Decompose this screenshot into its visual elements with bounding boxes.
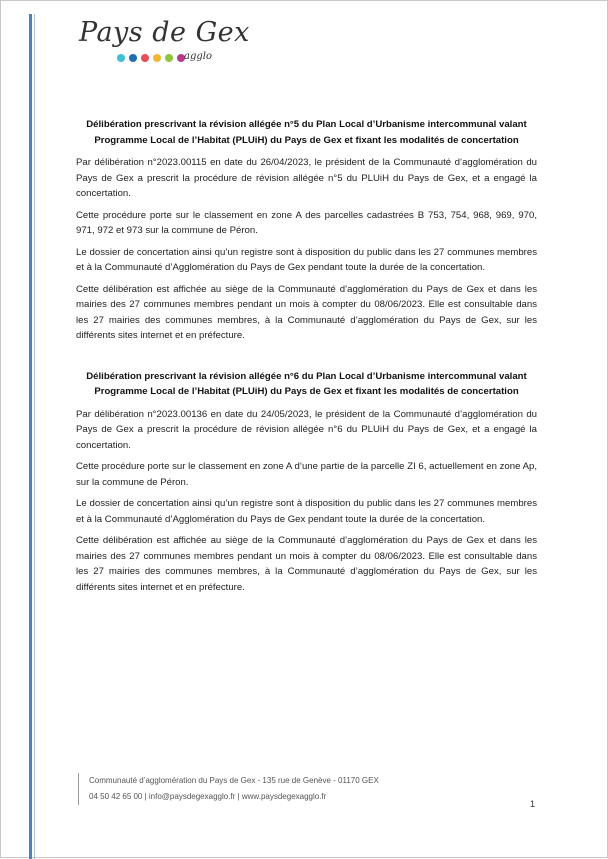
paragraph: Par délibération n°2023.00136 en date du 24/05/2023, le président de la Communauté d’agglomération du Pays de Gex a prescrit la procédure de révision allégée n°6 du PLUiH du Pays de Gex, et a engagé la concertation. <box>76 408 537 451</box>
paragraph: Cette procédure porte sur le classement en zone A des parcelles cadastrées B 753, 754, 968, 969, 970, 971, 972 et 973 sur la commune de Péron. <box>76 209 537 236</box>
logo-dot <box>153 54 161 62</box>
logo-dot <box>165 54 173 62</box>
pays-de-gex-logo <box>79 17 250 73</box>
paragraph: Le dossier de concertation ainsi qu’un registre sont à disposition du public dans les 27 communes membres et à la Communauté d’Agglomération du Pays de Gex pendant toute la durée de la concertation. <box>76 498 537 525</box>
section-revision-6 <box>76 369 537 596</box>
paragraph: Cette délibération est affichée au siège de la Communauté d’agglomération du Pays de Gex et dans les mairies des 27 communes membres pendant un mois à compter du 08/06/2023. Elle est consultable dans les 27 mairies des communes membres, à la Communauté d’agglomération du Pays de Gex, sur les différents sites internet et en préfecture. <box>76 535 537 593</box>
logo-dot <box>129 54 137 62</box>
document-body <box>76 117 537 601</box>
page-number: 1 <box>530 799 536 809</box>
section-revision-5 <box>76 117 537 344</box>
section-title: Délibération prescrivant la révision allégée n°6 du Plan Local d’Urbanisme intercommunal valant Programme Local de l’Habitat (PLUiH) du Pays de Gex et fixant les modalités de concertation <box>86 370 527 397</box>
logo-dot <box>141 54 149 62</box>
logo-sub: agglo <box>184 51 212 62</box>
logo-dots <box>117 54 185 62</box>
logo-brand: Pays de Gex <box>79 17 250 48</box>
paragraph: Cette procédure porte sur le classement en zone A d’une partie de la parcelle ZI 6, actuellement en zone Ap, sur la commune de Péron. <box>76 461 537 488</box>
side-rule-accent <box>34 14 35 859</box>
paragraph: Le dossier de concertation ainsi qu’un registre sont à disposition du public dans les 27 communes membres et à la Communauté d’Agglomération du Pays de Gex pendant toute la durée de la concertation. <box>76 246 537 273</box>
section-title: Délibération prescrivant la révision allégée n°5 du Plan Local d’Urbanisme intercommunal valant Programme Local de l’Habitat (PLUiH) du Pays de Gex et fixant les modalités de concertation <box>86 119 527 146</box>
paragraph: Par délibération n°2023.00115 en date du 26/04/2023, le président de la Communauté d’agglomération du Pays de Gex a prescrit la procédure de révision allégée n°5 du PLUiH du Pays de Gex, et a engagé la concertation. <box>76 157 537 199</box>
side-rule <box>29 14 32 859</box>
paragraph: Cette délibération est affichée au siège de la Communauté d’agglomération du Pays de Gex et dans les mairies des 27 communes membres pendant un mois à compter du 08/06/2023. Elle est consultable dans les 27 mairies des communes membres, à la Communauté d’agglomération du Pays de Gex, sur les différents sites internet et en préfecture. <box>76 283 537 341</box>
footer-address: Communauté d’agglomération du Pays de Gex - 135 rue de Genève - 01170 GEX <box>89 776 379 785</box>
logo-dot <box>117 54 125 62</box>
footer-contact: 04 50 42 65 00 | info@paysdegexagglo.fr | www.paysdegexagglo.fr <box>89 792 327 801</box>
page-footer <box>78 773 379 805</box>
